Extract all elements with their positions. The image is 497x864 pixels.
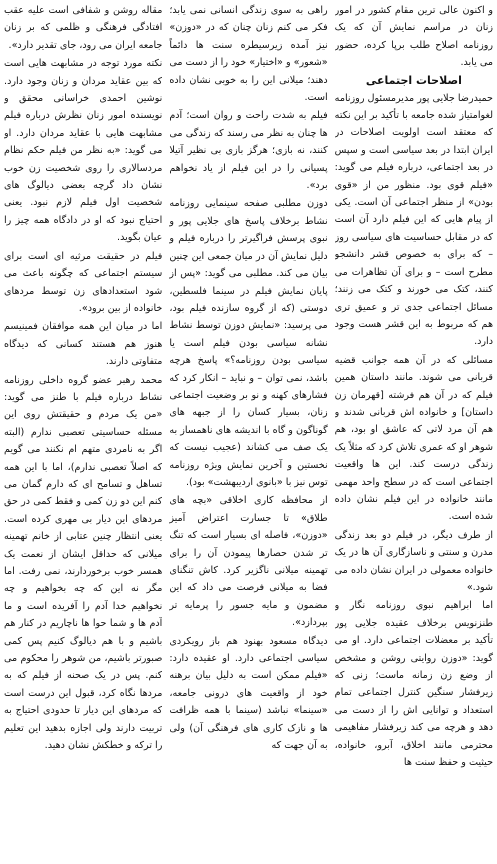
paragraph: فیلم در حقیقت مرثیه ای است برای سیستم اجتماعی که چگونه باعث می شود استعدادهای زن توسط مردهای خانواده از بین برود». <box>4 250 163 314</box>
paragraph: فیلم به شدت راحت و روان است؛ آدم ها چنان به نظر می رسند که زندگی می کنند، نه بازی؛ هرگز بازی بی نظیر آتیلا پسیانی را در این فیلم از یاد نخواهم برد». <box>169 110 328 192</box>
paragraph: از طرف دیگر، در فیلم دو بعد زندگی مدرن و سنتی و ناسازگاری آن ها در یک خانواده معمولی در ایران نشان داده می شود.» <box>334 529 493 593</box>
paragraph: مقاله روشن و شفافی است علیه عقب افتادگی فرهنگی و ظلمی که بر زنان جامعه ایران می رود، جای تقدیر دارد». <box>4 5 163 51</box>
column-right <box>335 2 493 864</box>
paragraph: دوزن مطلبی صفحه سینمایی روزنامه نشاط برخلاف پاسخ های جلایی پور و نبوی پرسش فراگیرتر را درباره فیلم و دلیل نمایش آن در میان جمعی این چنین بیان می کند. مطلبی می گوید: «پس از پایان نمایش فیلم در سینما فلسطین، دوستی (که از گروه سازنده فیلم بود، می پرسید: «نمایش دوزن توسط نشاط نشانه سیاسی بودن فیلم است یا سیاسی بودن روزنامه؟» پاسخ هرچه باشد، نمی توان – و نباید – انکار کرد که فشارهای کهنه و نو بر وضعیت اجتماعی زنان، بسیار کسان را از جبهه های گوناگون و گاه با اندیشه های ناهمساز به یک صف می کشاند (عجیب نیست که نخستین و آخرین نمایش ویژه روزنامه توس نیز با «بانوی اردیبهشت» بود). <box>169 198 328 488</box>
column-middle <box>169 2 327 864</box>
paragraph: محمد رهبر عضو گروه داخلی روزنامه نشاط درباره فیلم با طنز می گوید: «من یک مردم و حقیقتش روی این مسئله حساسیتی تعصبی ندارم (البته اگر به نامردی متهم ام نکنند می گویم که اصلاً تعصبی ندارم)، اما با این همه تساهل و تسامح ای که دارم گمان می کنم این دو زن کمی و فقط کمی در حق مردهای این دیار بی مهری کرده است. یعنی انتظار چنین عتابی از خانم تهمینه میلانی که حداقل ایشان از نعمت یک همسر خوب برخوردارند، نمی رفت. اما مگر نه این که چه بخواهیم و چه نخواهیم خدا آدم را آفریده است و ما آدم ها و شما حوا ها ناچاریم در کنار هم باشیم و با هم دیالوگ کنیم پس کمی صبورتر باشیم، من شوهر را محکوم می کنم. پس در یک صحنه از فیلم که به مردها نگاه کرد، قبول این درست است که مردهای این دیار تا حدودی احتیاج به تربیت دارند ولی اجازه بدهید این تعلیم را ترکه و خطکش نشان دهید. <box>4 374 163 752</box>
paragraph: از محافظه کاری اخلاقی «بچه های طلاق» تا جسارت اعتراض آمیز «دوزن»، فاصله ای بسیار است که تنگ تر شدن حصارها پیمودن آن را برای تهمینه میلانی ناگزیر کرد. کاش تنگنای فضا به میلانی فرصت می داد که این مضمون و مایه جسور را پرمایه تر بپردازد». <box>169 495 328 629</box>
paragraph: و اکنون عالی ترین مقام کشور در امور زنان در مراسم نمایش آن که یک روزنامه اصلاح طلب برپا کرده، حضور می یابد. <box>334 5 493 69</box>
paragraph: حمیدرضا جلایی پور مدیرمسئول روزنامه لغوامتیاز شده جامعه با تأکید بر این نکته که معتقد است اولویت اصلاحات در ایران ابتدا در بعد سیاسی است و سپس در بعد اجتماعی، درباره فیلم می گوید: «فیلم قوی بود. منظور من از «قوی بودن» از منظر اجتماعی آن است. یکی از پیام هایی که این فیلم دارد آن است که در مقابل حساسیت های سیاسی روز – که برای به خصوص قشر دانشجو مطرح است – و برای آن تظاهرات می کنند، کتک می خورند و کتک می زنند؛ مسائل اجتماعی جدی تر و عمیق تری هم که مربوط به این قشر هست وجود دارد. <box>334 92 493 348</box>
paragraph: اما در میان این همه موافقان فمینیسم هنوز هم هستند کسانی که دیدگاه متفاوتی دارند. <box>4 321 163 368</box>
paragraph: اما ابراهیم نبوی روزنامه نگار و طنزنویس برخلاف عقیده جلایی پور تأکید بر معضلات اجتماعی دارد. او می گوید: «دوزن روایتی روشن و مشخص از وضع زن زمانه ماست؛ زنی که زیرفشار سنگین کنترل اجتماعی تمام استعداد و توانایی اش را از دست می دهد و هرچه می کند زیرفشار مفاهیمی محترمی مانند اخلاق، آبرو، خانواده، حیثیت و حفظ سنت ها <box>334 600 493 769</box>
paragraph: مسائلی که در آن همه جوانب قضیه قربانی می شوند. مانند داستان همین فیلم که در آن هم فرشته [قهرمان زن داستان] و خانواده اش قربانی شدند و هم آن مرد لاتی که عاشق او بود، هم شوهر او که عمری تلاش کرد که مثلاً یک زندگی درست کند. این ها واقعیت اجتماعی است که در سطح واحد مهمی مانند خانواده در این فیلم نشان داده شده است. <box>334 354 493 523</box>
section-heading: اصلاحات اجتماعی <box>365 73 462 87</box>
paragraph: نکته مورد توجه در مشابهت هایی است که بین عقاید مردان و زنان وجود دارد. نوشین احمدی خراسانی محقق و نویسنده امور زنان نظرش درباره فیلم مشابهت هایی با عقاید مردان دارد. او می گوید: «به نظر من فیلم حکم نظام مردسالاری را روی شخصیت زن خوب نشان داد گرچه بعضی دیالوگ های شخصیت اول فیلم لازم نبود. یعنی احتیاج نبود که او در دادگاه همه چیز را عیان بگوید. <box>4 58 163 244</box>
paragraph: راهی به سوی زندگی انسانی نمی یابد؛ فکر می کنم زنان چنان که در «دوزن» نیز آمده زیرسیطره سنت ها دائماً «شعور» و «اختیار» خود را از دست می دهند؛ میلانی این را به خوبی نشان داده است. <box>169 5 328 104</box>
paragraph: دیدگاه مسعود بهنود هم باز رویکردی سیاسی اجتماعی دارد. او عقیده دارد: «فیلم ممکن است به دلیل بیان برهنه خود از واقعیت های درونی جامعه، «سینما» نباشد (سینما با همه ظرافت ها و نازک کاری های فرهنگی آن) ولی به آن جهت که <box>169 635 328 752</box>
column-left <box>4 2 162 864</box>
